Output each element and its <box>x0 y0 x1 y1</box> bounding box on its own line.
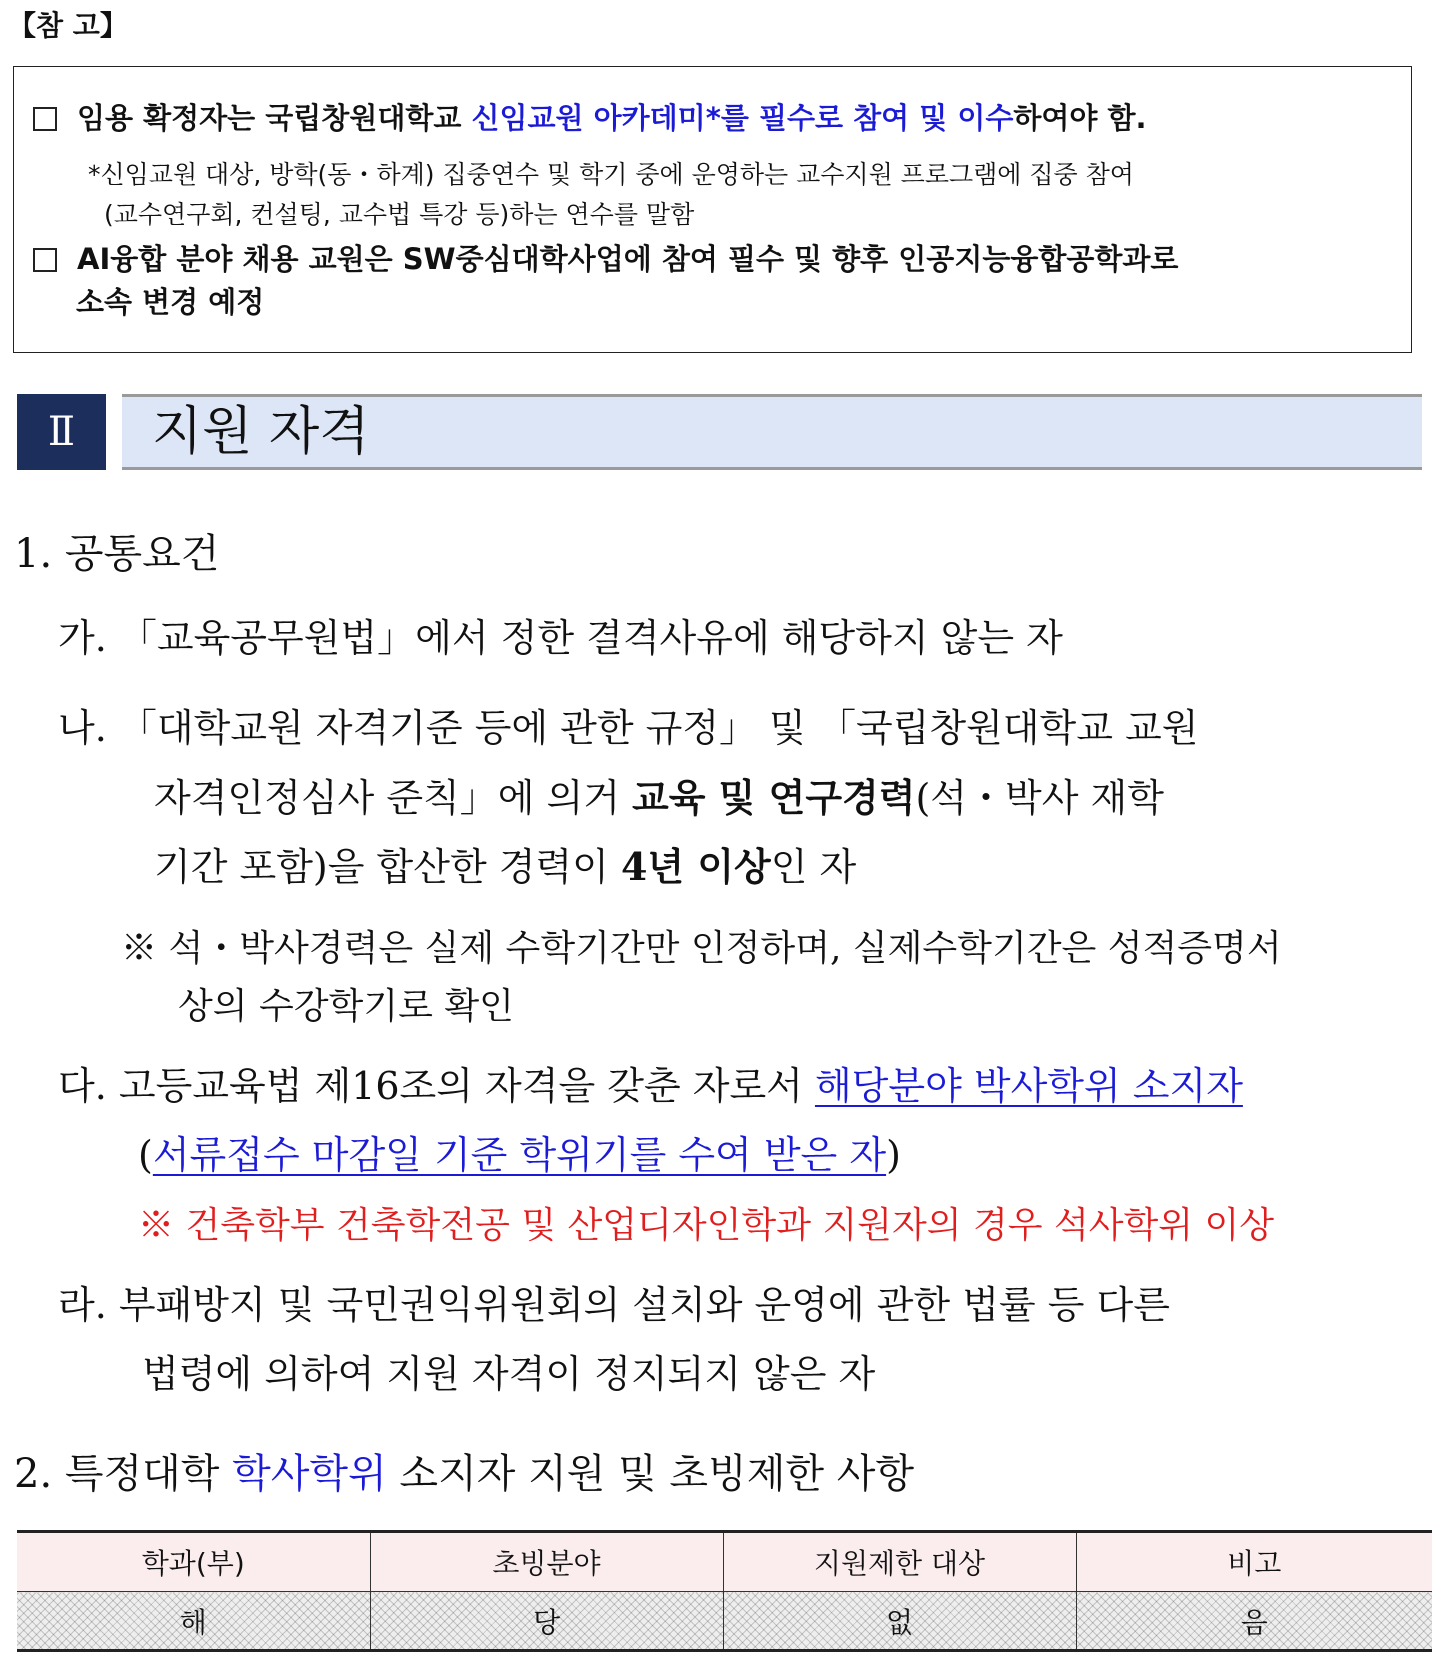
header-remarks: 비고 <box>1076 1532 1432 1592</box>
item-da-line-2: (서류접수 마감일 기준 학위기를 수여 받은 자) <box>138 1133 901 1177</box>
reference-item-1: 임용 확정자는 국립창원대학교 신임교원 아카데미*를 필수로 참여 및 이수하여야 함. <box>33 96 1147 137</box>
item-ga: 가. 「교육공무원법」에서 정한 결격사유에 해당하지 않는 자 <box>58 616 1063 660</box>
checkbox-square-icon <box>33 107 57 131</box>
reference-label: 【참 고】 <box>8 9 128 42</box>
table-cell: 없 <box>723 1592 1076 1651</box>
degree-deadline-condition: 서류접수 마감일 기준 학위기를 수여 받은 자 <box>152 1133 887 1177</box>
reference-note-line-1: *신임교원 대상, 방학(동・하계) 집중연수 및 학기 중에 운영하는 교수지원 프로그램에 집중 참여 <box>88 160 1134 189</box>
item-na-note-line-2: 상의 수강학기로 확인 <box>178 986 514 1027</box>
item-ra-line-2: 법령에 의하여 지원 자격이 정지되지 않은 자 <box>142 1352 876 1396</box>
doctorate-requirement: 해당분야 박사학위 소지자 <box>814 1064 1243 1108</box>
item-na-line-3: 기간 포함)을 합산한 경력이 4년 이상인 자 <box>154 844 857 889</box>
item-na-line-1: 나. 「대학교원 자격기준 등에 관한 규정」 및 「국립창원대학교 교원 <box>58 706 1199 750</box>
academy-highlight: 신임교원 아카데미*를 필수로 참여 및 이수 <box>471 101 1014 135</box>
table-header-row <box>17 1532 1432 1592</box>
item-da-line-1: 다. 고등교육법 제16조의 자격을 갖춘 자로서 해당분야 박사학위 소지자 <box>58 1064 1243 1108</box>
item-ra-line-1: 라. 부패방지 및 국민권익위원회의 설치와 운영에 관한 법률 등 다른 <box>58 1283 1170 1327</box>
common-heading: 1. 공통요건 <box>14 531 220 577</box>
table-cell: 당 <box>370 1592 723 1651</box>
header-department: 학과(부) <box>17 1532 370 1592</box>
table-row <box>17 1592 1432 1651</box>
item-da-note: ※ 건축학부 건축학전공 및 산업디자인학과 지원자의 경우 석사학위 이상 <box>138 1205 1275 1246</box>
header-restriction-target: 지원제한 대상 <box>723 1532 1076 1592</box>
item-na-note-line-1: ※ 석・박사경력은 실제 수학기간만 인정하며, 실제수학기간은 성적증명서 <box>121 928 1282 969</box>
special-heading: 2. 특정대학 학사학위 소지자 지원 및 초빙제한 사항 <box>14 1451 914 1497</box>
table-cell: 해 <box>17 1592 370 1651</box>
section-number: Ⅱ <box>17 394 106 470</box>
section-title: 지원 자격 <box>152 402 370 462</box>
reference-item-2: AI융합 분야 채용 교원은 SW중심대학사업에 참여 필수 및 향후 인공지능융합공학과로 <box>33 237 1178 278</box>
reference-item-2-line-2: 소속 변경 예정 <box>76 285 265 319</box>
item-na-line-2: 자격인정심사 준칙」에 의거 교육 및 연구경력(석・박사 재학 <box>154 775 1164 820</box>
header-field: 초빙분야 <box>370 1532 723 1592</box>
checkbox-square-icon <box>33 248 57 272</box>
restriction-table <box>17 1530 1432 1652</box>
reference-note-line-2: (교수연구회, 컨설팅, 교수법 특강 등)하는 연수를 말함 <box>104 200 695 229</box>
table-cell: 음 <box>1076 1592 1432 1651</box>
